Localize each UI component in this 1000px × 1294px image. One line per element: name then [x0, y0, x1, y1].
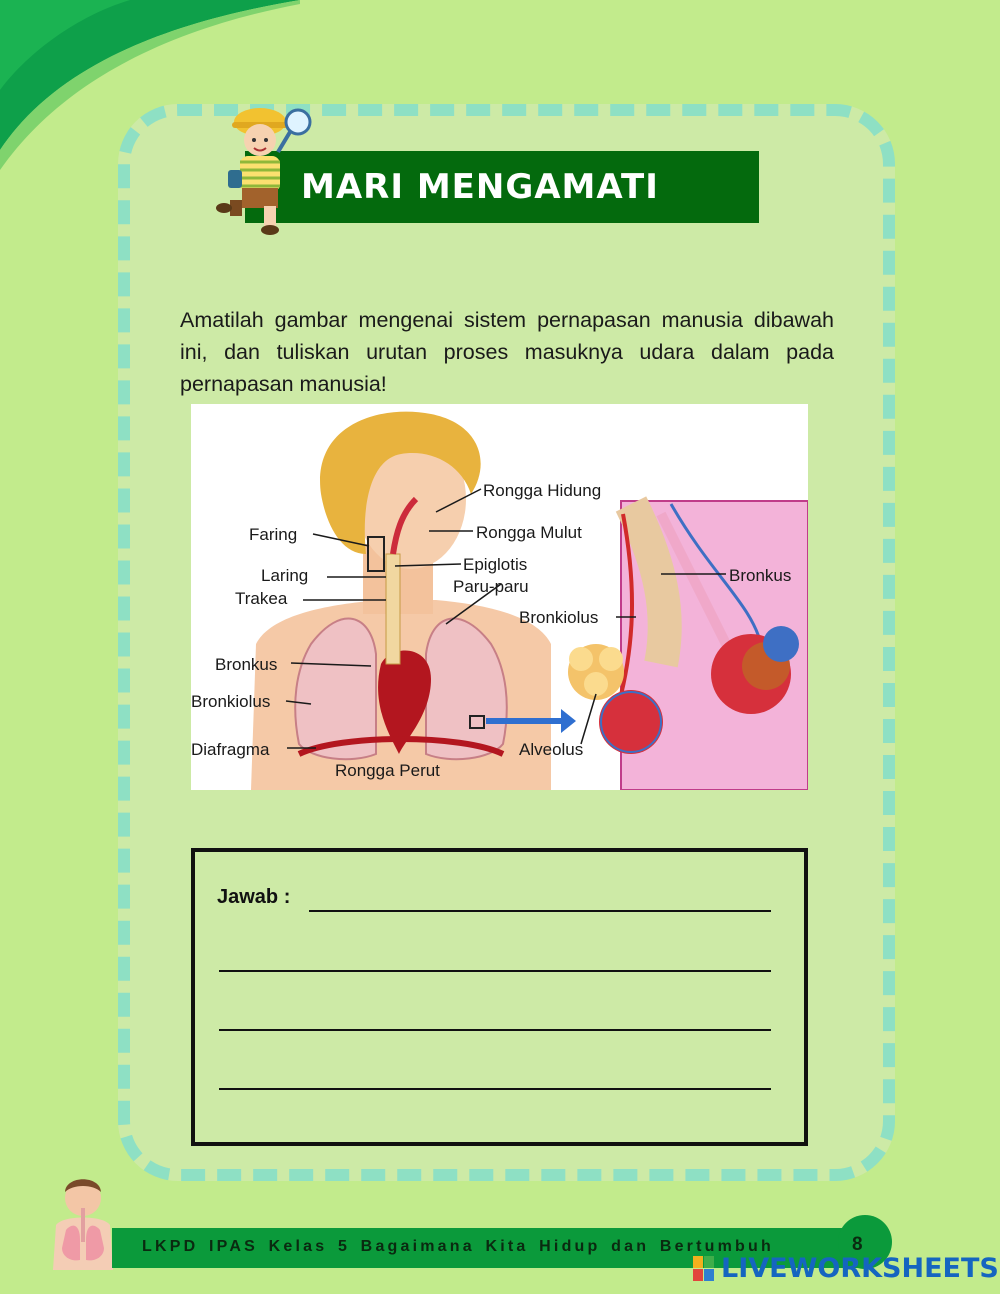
label-trakea: Trakea [235, 589, 288, 608]
answer-label: Jawab : [217, 886, 291, 908]
label-bronkiolus-inset: Bronkiolus [519, 608, 599, 627]
instruction-text: Amatilah gambar mengenai sistem pernapasan manusia dibawah ini, dan tuliskan urutan proses masuknya udara dalam pada pernapasan manusia! [180, 307, 834, 396]
answer-box [191, 848, 808, 1146]
boy-lungs-illustration [48, 1170, 118, 1270]
label-laring: Laring [261, 566, 309, 585]
label-bronkiolus: Bronkiolus [191, 692, 271, 711]
label-diafragma: Diafragma [191, 740, 270, 759]
label-rongga-perut: Rongga Perut [335, 761, 440, 780]
page-title: MARI MENGAMATI [301, 167, 659, 207]
answer-line[interactable] [219, 1088, 771, 1090]
liveworksheets-icon [693, 1256, 715, 1282]
label-rongga-mulut: Rongga Mulut [476, 523, 582, 542]
explorer-kid-illustration [212, 100, 322, 240]
respiratory-system-diagram [191, 404, 808, 790]
label-faring: Faring [249, 525, 298, 544]
label-bronkus: Bronkus [215, 655, 278, 674]
answer-line[interactable] [219, 1029, 771, 1031]
label-alveolus: Alveolus [519, 740, 584, 759]
label-paru-paru: Paru-paru [453, 577, 529, 596]
liveworksheets-wordmark: LIVEWORKSHEETS [721, 1253, 999, 1284]
title-banner [245, 151, 759, 223]
answer-line[interactable] [309, 910, 771, 912]
page-number: 8 [852, 1234, 863, 1255]
liveworksheets-logo[interactable] [693, 1253, 999, 1284]
footer-text: LKPD IPAS Kelas 5 Bagaimana Kita Hidup dan Bertumbuh [142, 1238, 774, 1255]
label-bronkus-inset: Bronkus [729, 566, 792, 585]
answer-line[interactable] [219, 970, 771, 972]
label-rongga-hidung: Rongga Hidung [483, 481, 602, 500]
label-epiglotis: Epiglotis [463, 555, 528, 574]
